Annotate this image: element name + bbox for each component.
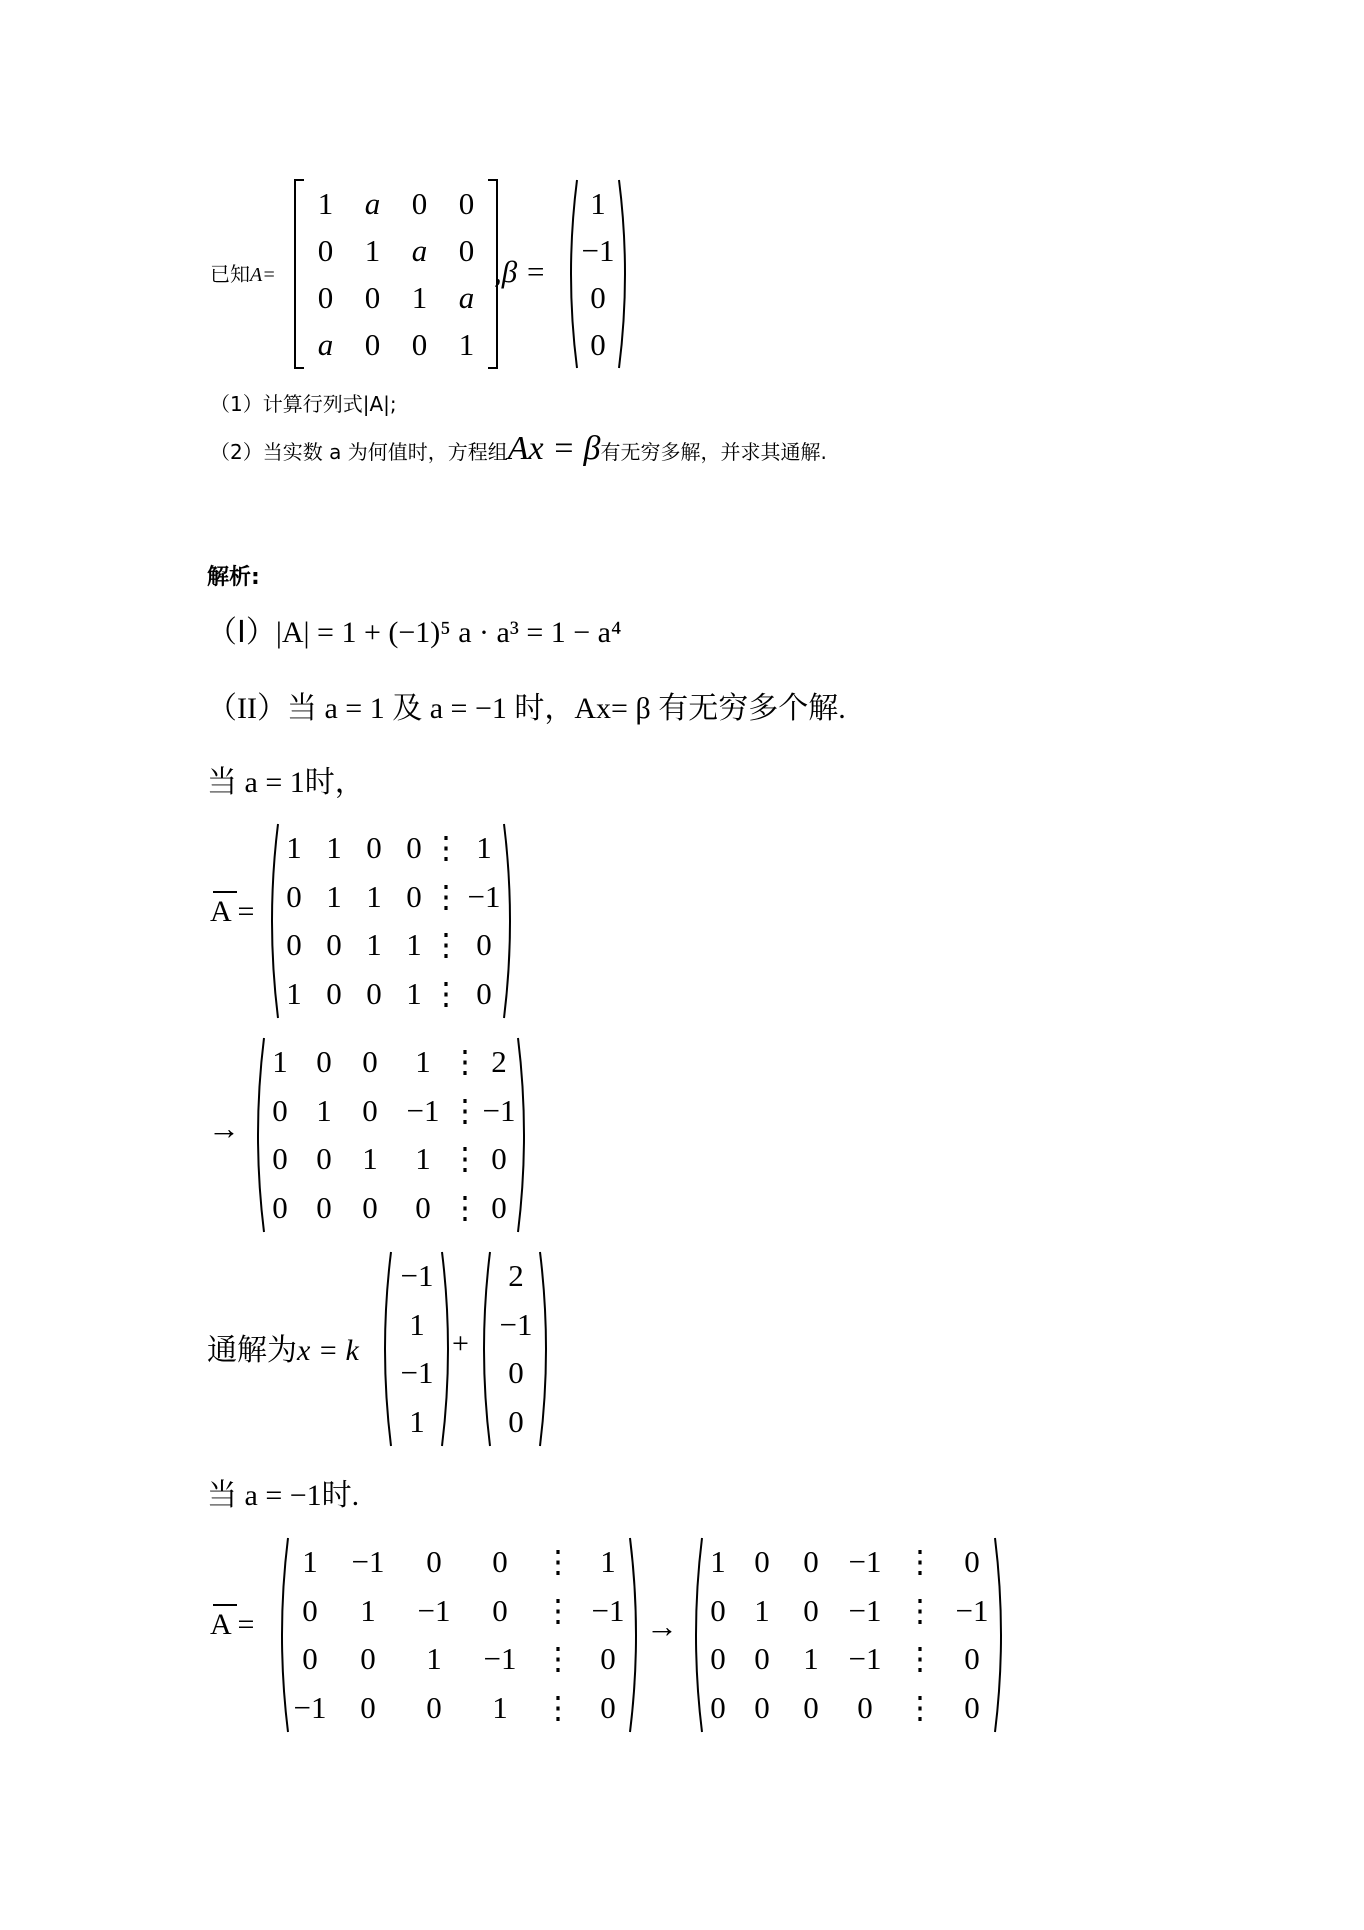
general-solution-vector-2 xyxy=(488,1252,544,1446)
matrix-entry: 0 xyxy=(857,1689,873,1725)
matrix-entry: 1 xyxy=(326,830,342,866)
matrix-entry: 0 xyxy=(426,1544,442,1580)
matrix-entry: −1 xyxy=(591,1592,625,1628)
matrix-entry: 2 xyxy=(491,1044,507,1080)
matrix-entry: 0 xyxy=(508,1355,524,1391)
matrix-entry: 0 xyxy=(316,1044,332,1080)
matrix-entry: 0 xyxy=(362,1189,378,1225)
matrix-entry: a xyxy=(364,185,381,221)
matrix-entry: 0 xyxy=(317,232,334,268)
matrix-entry: −1 xyxy=(955,1592,989,1628)
matrix-entry: 0 xyxy=(286,927,302,963)
matrix-entry: 1 xyxy=(409,1306,425,1342)
matrix-entry: −1 xyxy=(293,1689,327,1725)
matrix-entry: 1 xyxy=(302,1544,318,1580)
matrix-entry: 0 xyxy=(326,975,342,1011)
matrix-entry: 1 xyxy=(803,1641,819,1677)
plus-sign: + xyxy=(452,1327,469,1360)
matrix-entry: −1 xyxy=(417,1592,451,1628)
matrix-entry: 0 xyxy=(426,1689,442,1725)
matrix-entry: −1 xyxy=(400,1258,434,1294)
matrix-entry: ⋮ xyxy=(542,1641,574,1677)
matrix-entry: 0 xyxy=(272,1141,288,1177)
matrix-entry: 1 xyxy=(409,1403,425,1439)
matrix-entry: ⋮ xyxy=(904,1592,936,1628)
case2-aug-paren-right xyxy=(628,1536,644,1734)
matrix-entry: 0 xyxy=(411,185,428,221)
matrix-entry: ⋮ xyxy=(904,1689,936,1725)
matrix-entry: 0 xyxy=(754,1641,770,1677)
matrix-entry: 0 xyxy=(366,830,382,866)
case1-augmented-matrix xyxy=(274,824,510,1018)
matrix-entry: 0 xyxy=(272,1092,288,1128)
matrix-entry: 1 xyxy=(364,232,381,268)
matrix-entry: 1 xyxy=(492,1689,508,1725)
matrix-entry: 0 xyxy=(411,326,428,362)
matrix-entry: −1 xyxy=(848,1641,882,1677)
matrix-entry: 0 xyxy=(360,1689,376,1725)
matrix-entry: −1 xyxy=(406,1092,440,1128)
matrix-entry: ⋮ xyxy=(430,975,462,1011)
matrix-entry: 0 xyxy=(964,1544,980,1580)
matrix-entry: 1 xyxy=(754,1592,770,1628)
matrix-A xyxy=(302,180,490,368)
determinant-result: （I）|A| = 1 + (−1)⁵ a · a³ = 1 − a⁴ xyxy=(207,615,622,650)
matrix-entry: 1 xyxy=(476,830,492,866)
matrix-entry: 0 xyxy=(803,1592,819,1628)
matrix-entry: ⋮ xyxy=(449,1044,481,1080)
matrix-entry: 1 xyxy=(362,1141,378,1177)
matrix-entry: 1 xyxy=(286,975,302,1011)
augmented-matrix-label-1: A = xyxy=(210,895,255,928)
matrix-entry: 0 xyxy=(272,1189,288,1225)
matrix-entry: 1 xyxy=(590,185,606,221)
matrix-entry: ⋮ xyxy=(449,1092,481,1128)
matrix-entry: 1 xyxy=(426,1641,442,1677)
matrix-entry: 0 xyxy=(316,1189,332,1225)
matrix-entry: −1 xyxy=(482,1092,516,1128)
matrix-entry: 0 xyxy=(710,1689,726,1725)
case-a-equals-1: 当 a = 1时， xyxy=(207,766,365,799)
matrix-entry: −1 xyxy=(499,1306,533,1342)
problem-intro: 已知A= xyxy=(210,262,276,286)
case2-augmented-matrix xyxy=(286,1538,634,1732)
matrix-entry: ⋮ xyxy=(449,1189,481,1225)
matrix-entry: 0 xyxy=(803,1544,819,1580)
matrix-entry: 0 xyxy=(600,1641,616,1677)
matrix-entry: 0 xyxy=(590,326,606,362)
matrix-entry: −1 xyxy=(848,1592,882,1628)
matrix-entry: 0 xyxy=(286,878,302,914)
matrix-entry: 0 xyxy=(754,1689,770,1725)
matrix-entry: 0 xyxy=(476,927,492,963)
matrix-entry: ⋮ xyxy=(430,878,462,914)
overline-1 xyxy=(213,891,237,893)
matrix-entry: 0 xyxy=(406,878,422,914)
case2-reduced-matrix xyxy=(698,1538,998,1732)
matrix-entry: 0 xyxy=(803,1689,819,1725)
matrix-entry: ⋮ xyxy=(449,1141,481,1177)
matrix-entry: 0 xyxy=(317,279,334,315)
matrix-entry: 1 xyxy=(411,279,428,315)
case2-rref-paren-right xyxy=(993,1536,1009,1734)
matrix-entry: 0 xyxy=(302,1592,318,1628)
matrix-entry: 0 xyxy=(492,1592,508,1628)
problem-part2: （2）当实数 a 为何值时，方程组Ax = β有无穷多解，并求其通解. xyxy=(210,430,827,467)
matrix-entry: ⋮ xyxy=(904,1544,936,1580)
matrix-entry: 0 xyxy=(508,1403,524,1439)
matrix-entry: 0 xyxy=(964,1641,980,1677)
beta-label: ,β = xyxy=(494,254,546,289)
general-solution-label: 通解为x = k xyxy=(207,1333,359,1368)
augmented-matrix-label-2: A = xyxy=(210,1608,255,1641)
matrix-entry: 0 xyxy=(415,1189,431,1225)
overline-2 xyxy=(213,1604,237,1606)
matrix-entry: ⋮ xyxy=(430,830,462,866)
vector-beta-paren-right xyxy=(617,178,633,370)
matrix-entry: 0 xyxy=(366,975,382,1011)
matrix-entry: 1 xyxy=(406,975,422,1011)
matrix-entry: 1 xyxy=(458,326,475,362)
matrix-entry: 1 xyxy=(360,1592,376,1628)
matrix-entry: 0 xyxy=(492,1544,508,1580)
matrix-entry: a xyxy=(458,279,475,315)
matrix-entry: 0 xyxy=(458,232,475,268)
matrix-entry: 0 xyxy=(362,1092,378,1128)
matrix-entry: −1 xyxy=(400,1355,434,1391)
matrix-entry: −1 xyxy=(581,232,615,268)
matrix-entry: 1 xyxy=(710,1544,726,1580)
matrix-entry: ⋮ xyxy=(542,1544,574,1580)
matrix-entry: 0 xyxy=(364,326,381,362)
matrix-entry: 0 xyxy=(491,1141,507,1177)
matrix-entry: 1 xyxy=(316,1092,332,1128)
matrix-entry: ⋮ xyxy=(430,927,462,963)
matrix-entry: 0 xyxy=(754,1544,770,1580)
case1-rref-paren-right xyxy=(516,1036,532,1234)
solution-heading: 解析: xyxy=(207,565,260,590)
matrix-entry: 1 xyxy=(326,878,342,914)
matrix-entry: a xyxy=(411,232,428,268)
row-reduce-arrow-2: → xyxy=(646,1608,678,1644)
matrix-entry: 0 xyxy=(710,1592,726,1628)
matrix-entry: 1 xyxy=(415,1141,431,1177)
matrix-entry: −1 xyxy=(848,1544,882,1580)
matrix-entry: 1 xyxy=(317,185,334,221)
matrix-entry: ⋮ xyxy=(542,1592,574,1628)
vector-beta xyxy=(575,180,621,368)
matrix-entry: 1 xyxy=(600,1544,616,1580)
matrix-entry: −1 xyxy=(351,1544,385,1580)
matrix-entry: 1 xyxy=(406,927,422,963)
case-a-equals-minus-1: 当 a = −1时. xyxy=(207,1479,360,1512)
matrix-entry: 0 xyxy=(302,1641,318,1677)
infinite-solutions-condition: （II）当 a = 1 及 a = −1 时，Ax= β 有无穷多个解. xyxy=(207,692,846,725)
matrix-entry: 0 xyxy=(476,975,492,1011)
matrix-entry: 0 xyxy=(458,185,475,221)
matrix-entry: 1 xyxy=(272,1044,288,1080)
matrix-entry: 1 xyxy=(366,927,382,963)
matrix-entry: a xyxy=(317,326,334,362)
matrix-entry: 2 xyxy=(508,1258,524,1294)
matrix-entry: 0 xyxy=(710,1641,726,1677)
general-solution-vector-1 xyxy=(389,1252,445,1446)
matrix-entry: 0 xyxy=(406,830,422,866)
matrix-entry: 0 xyxy=(360,1641,376,1677)
matrix-entry: 0 xyxy=(326,927,342,963)
matrix-entry: −1 xyxy=(467,878,501,914)
matrix-entry: 0 xyxy=(364,279,381,315)
matrix-entry: 0 xyxy=(362,1044,378,1080)
case1-reduced-matrix xyxy=(260,1038,522,1232)
matrix-entry: −1 xyxy=(483,1641,517,1677)
general-vec2-paren-right xyxy=(538,1250,554,1448)
matrix-entry: 0 xyxy=(590,279,606,315)
problem-part1: （1）计算行列式|A|; xyxy=(210,392,397,416)
matrix-entry: 0 xyxy=(600,1689,616,1725)
matrix-entry: 1 xyxy=(366,878,382,914)
matrix-entry: 1 xyxy=(286,830,302,866)
case1-aug-paren-right xyxy=(502,822,518,1020)
matrix-entry: 1 xyxy=(415,1044,431,1080)
matrix-entry: ⋮ xyxy=(904,1641,936,1677)
row-reduce-arrow-1: → xyxy=(208,1110,240,1146)
matrix-entry: 0 xyxy=(316,1141,332,1177)
matrix-entry: 0 xyxy=(491,1189,507,1225)
matrix-entry: 0 xyxy=(964,1689,980,1725)
matrix-entry: ⋮ xyxy=(542,1689,574,1725)
